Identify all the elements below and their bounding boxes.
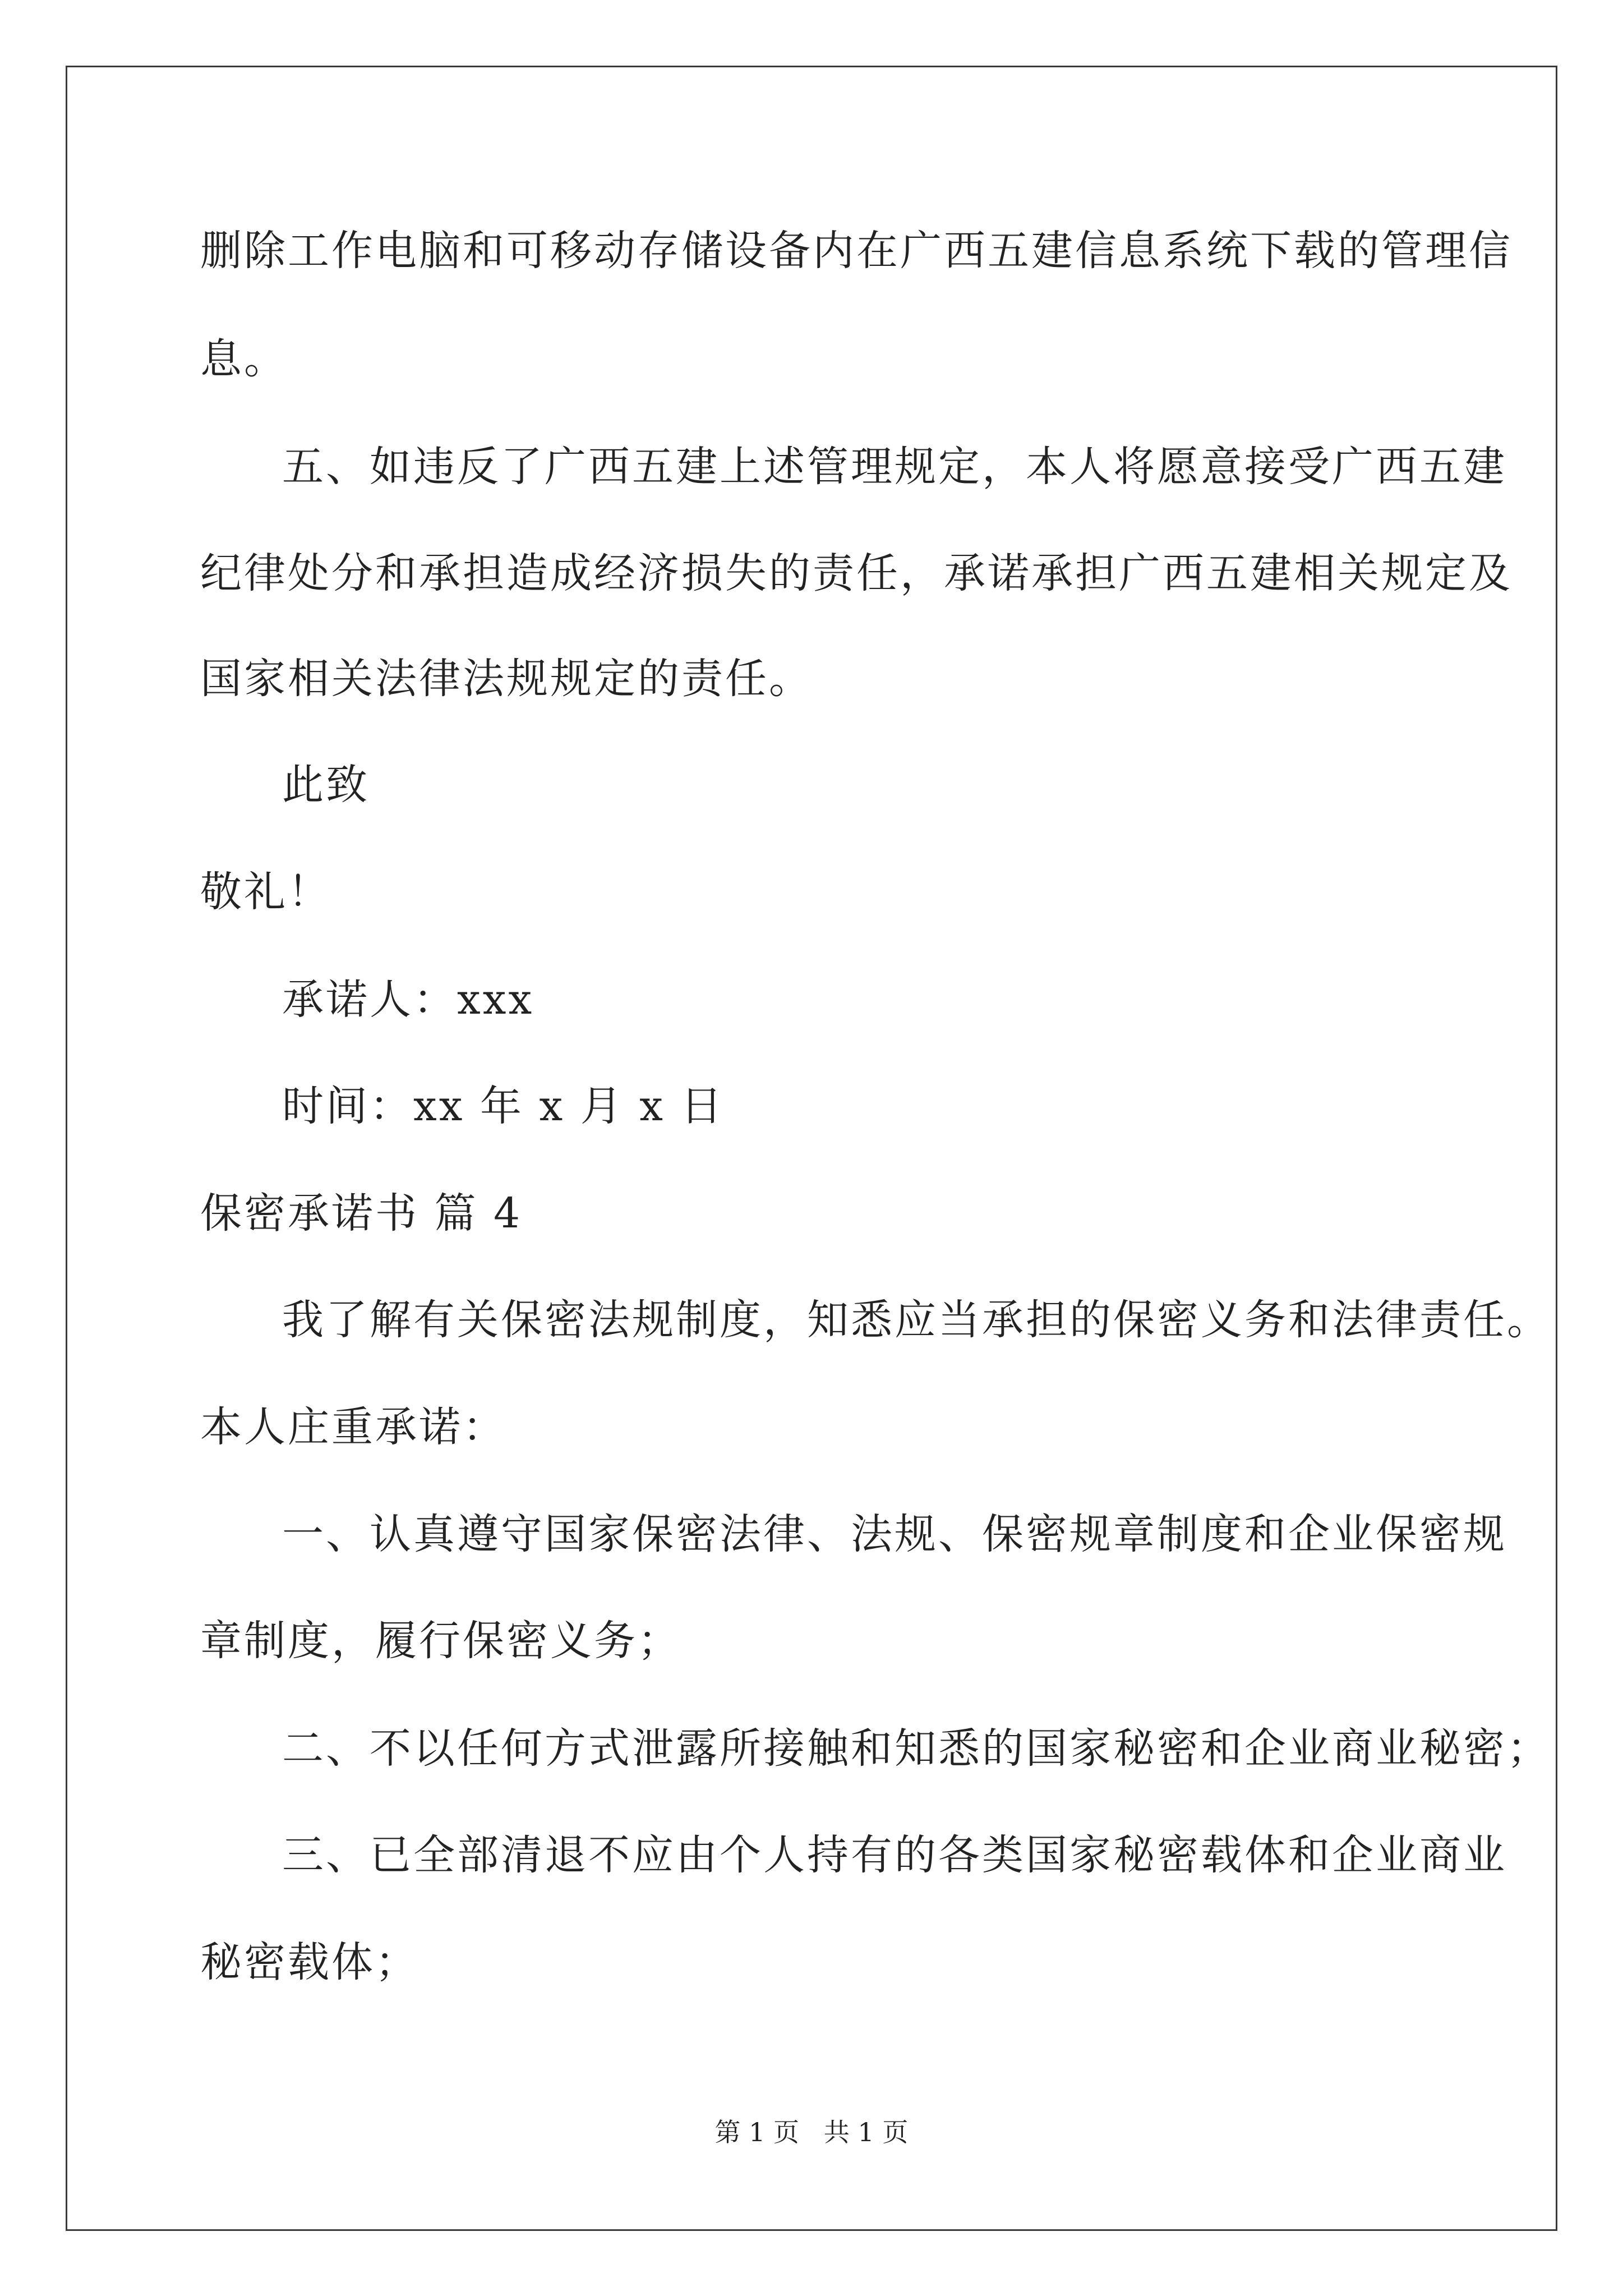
text-line: 三、已全部清退不应由个人持有的各类国家秘密载体和企业商业 — [282, 1831, 1507, 1879]
text-line: 章制度，履行保密义务； — [200, 1617, 681, 1665]
text-line: 国家相关法律法规规定的责任。 — [200, 655, 813, 703]
section-heading: 保密承诺书 篇 4 — [200, 1189, 523, 1237]
text-line: 承诺人：xxx — [282, 976, 534, 1024]
page-border — [66, 66, 1557, 2231]
text-line: 此致 — [282, 761, 370, 809]
text-line: 时间：xx 年 x 月 x 日 — [282, 1082, 725, 1130]
text-line: 一、认真遵守国家保密法律、法规、保密规章制度和企业保密规 — [282, 1510, 1507, 1558]
text-line: 秘密载体； — [200, 1938, 419, 1986]
text-line: 纪律处分和承担造成经济损失的责任，承诺承担广西五建相关规定及 — [200, 549, 1513, 597]
text-line: 二、不以任何方式泄露所接触和知悉的国家秘密和企业商业秘密； — [282, 1724, 1551, 1773]
text-line: 本人庄重承诺： — [200, 1403, 506, 1451]
page-footer: 第 1 页 共 1 页 — [714, 2117, 909, 2147]
text-line: 删除工作电脑和可移动存储设备内在广西五建信息系统下载的管理信 — [200, 227, 1513, 275]
text-line: 五、如违反了广西五建上述管理规定，本人将愿意接受广西五建 — [282, 443, 1507, 491]
text-line: 我了解有关保密法规制度，知悉应当承担的保密义务和法律责任。 — [282, 1296, 1551, 1344]
text-line: 敬礼！ — [200, 868, 331, 916]
text-line: 息。 — [200, 335, 288, 383]
